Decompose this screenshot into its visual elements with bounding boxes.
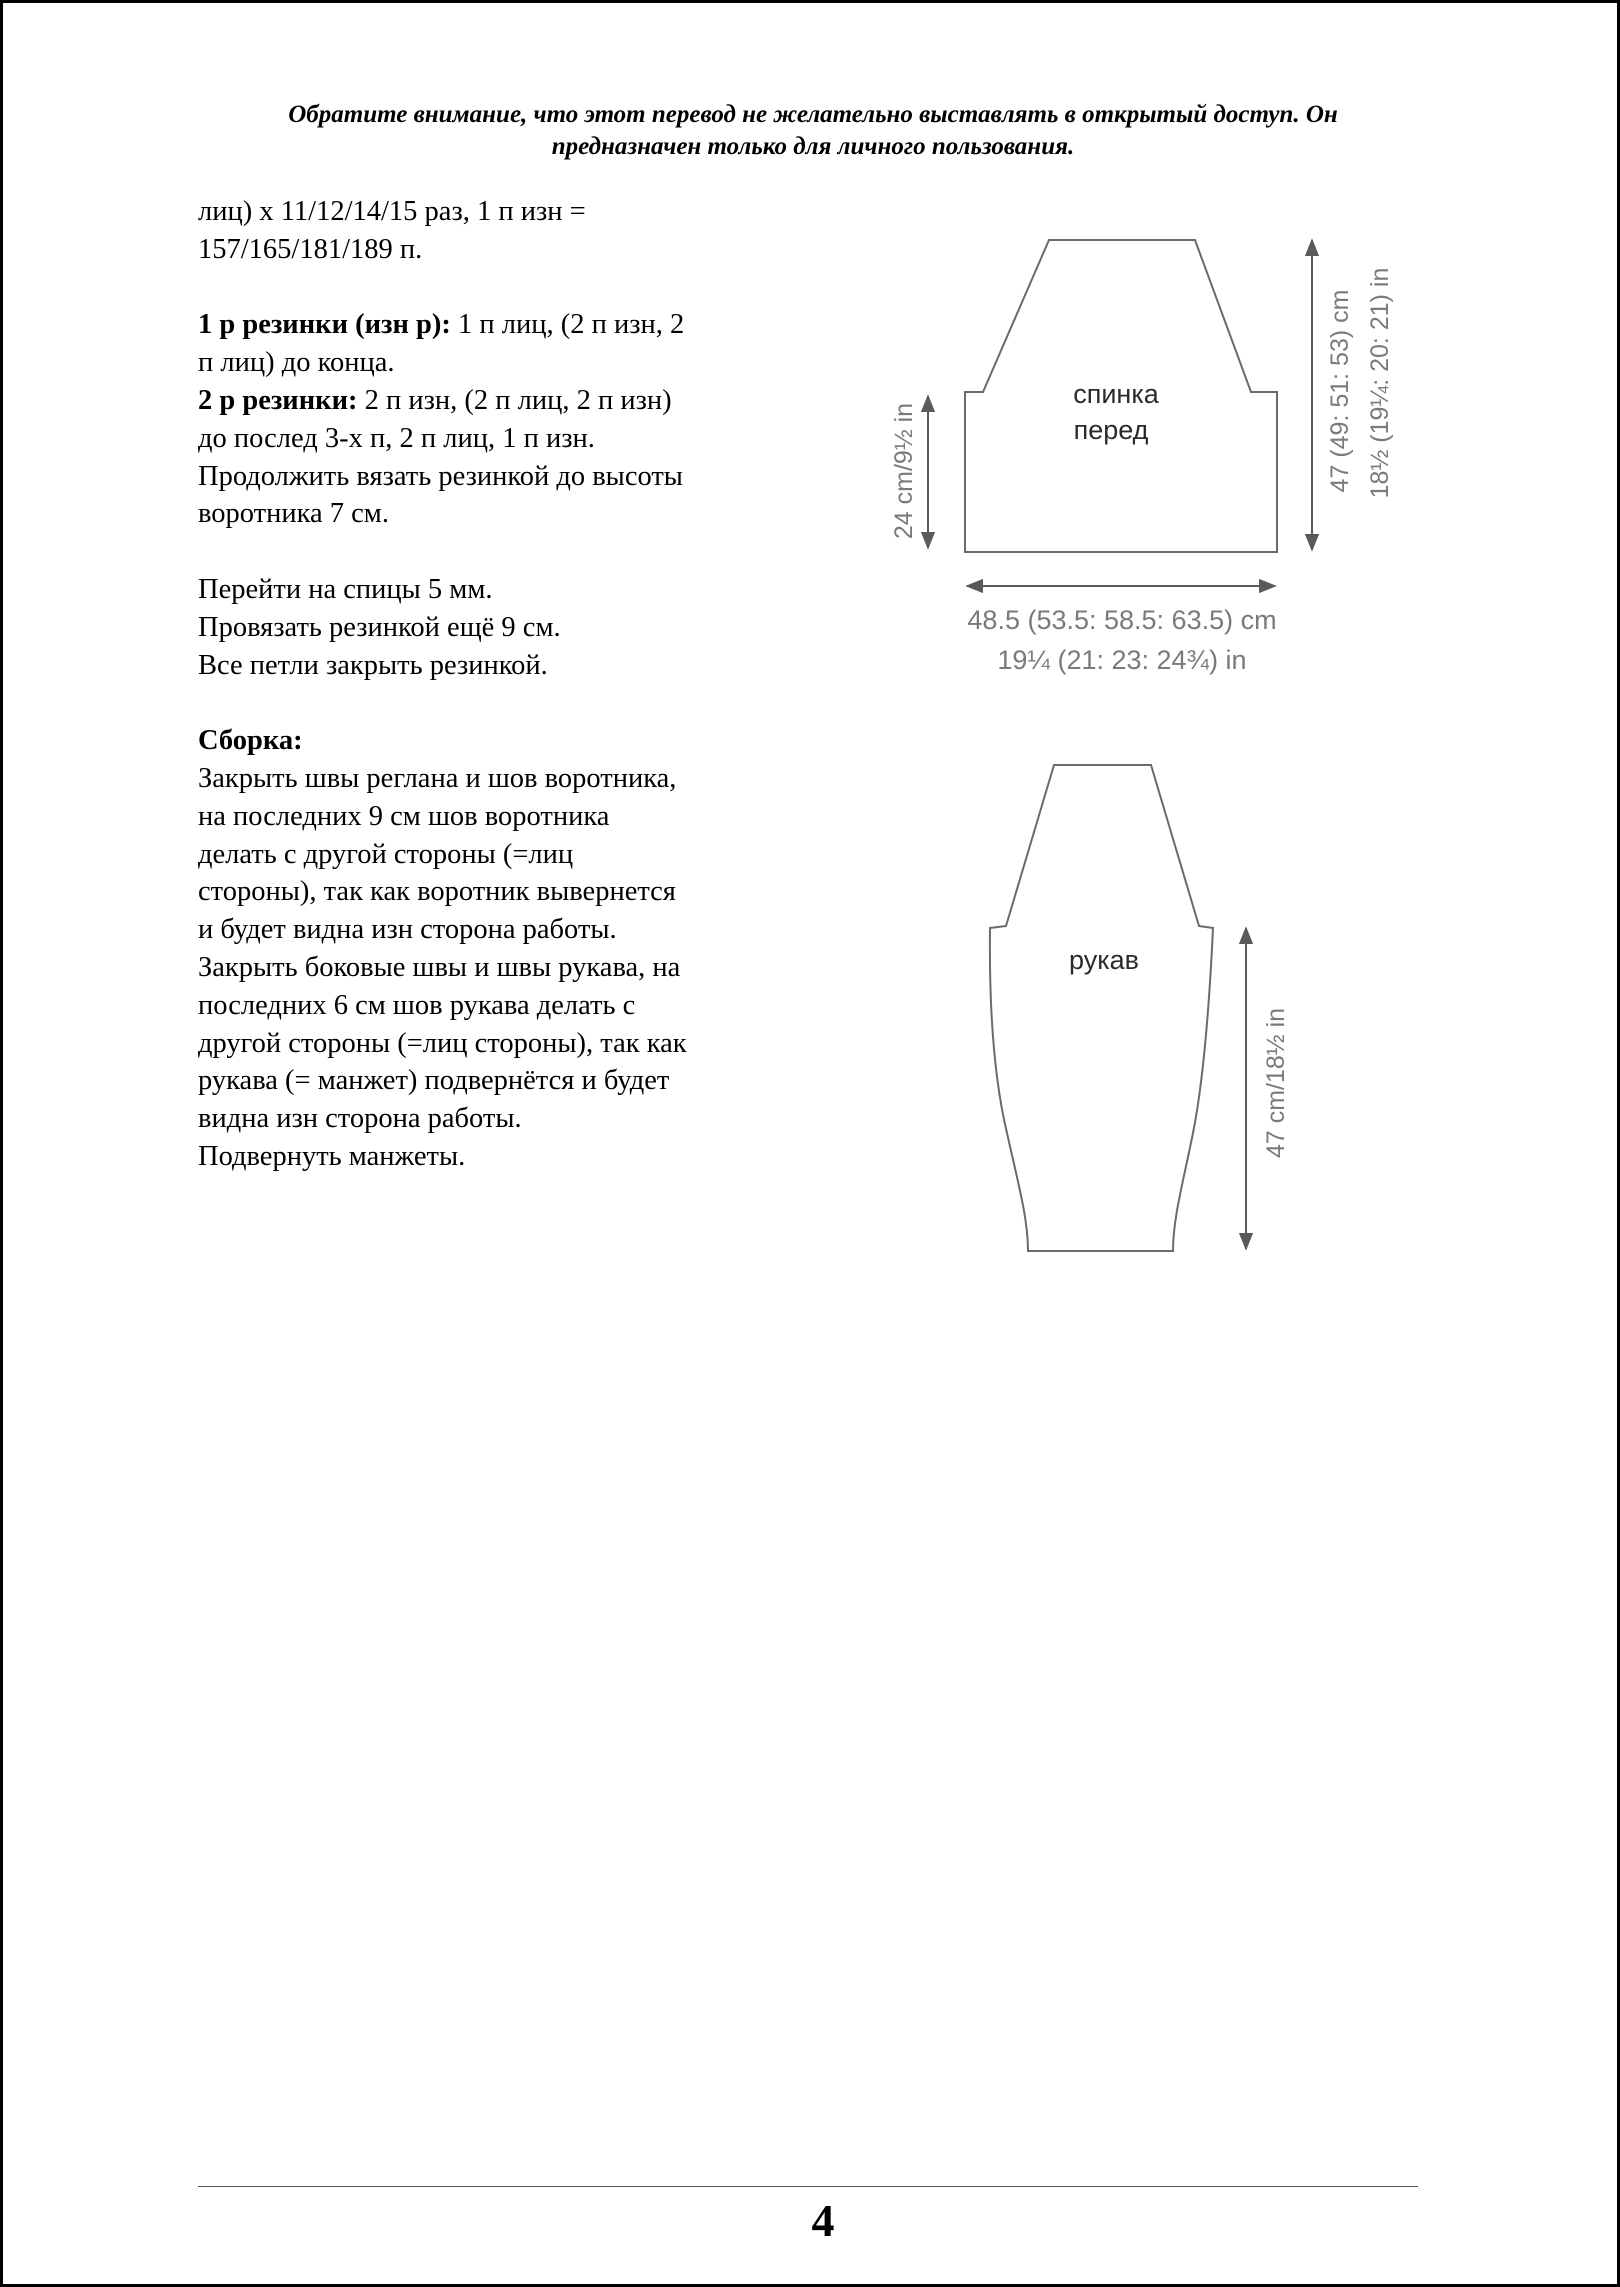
notice-line-2: предназначен только для личного пользования. — [551, 133, 1075, 160]
sleeve-schematic — [963, 743, 1313, 1263]
sleeve-label: рукав — [1069, 945, 1139, 975]
body-schematic — [873, 218, 1413, 688]
rib-row-1: 1 р резинки (изн р): 1 п лиц, (2 п изн, 2 — [198, 309, 685, 341]
right-dimension-cm-label: 47 (49: 51: 53) cm — [1326, 289, 1354, 493]
instructions-text — [198, 193, 778, 1214]
paragraph-assembly: Сборка: Закрыть швы реглана и шов воротника, на последних 9 см шов воротника делать с другой стороны (=лиц стороны), так как воротник вывернется и будет видна изн сторона работы. Закрыть боковые швы и швы рукава, на последних 6 см шов рукава делать с другой стороны (=лиц стороны), так как рукава (= манжет) подвернётся и будет видна изн сторона работы. Подвернуть манжеты. — [198, 722, 778, 1176]
assembly-heading: Сборка: — [198, 725, 303, 757]
notice-line-1: Обратите внимание, что этот перевод не желательно выставлять в открытый доступ. Он — [288, 101, 1338, 128]
sleeve-dimension-label: 47 cm/18½ in — [1262, 1007, 1290, 1159]
body-label-back: спинка — [1073, 379, 1159, 409]
bottom-dimension-in-label: 19¼ (21: 23: 24¾) in — [997, 645, 1247, 675]
sleeve-outline — [990, 765, 1213, 1251]
translation-notice — [153, 99, 1473, 163]
footer-divider — [198, 2186, 1418, 2187]
body-label-front: перед — [1073, 415, 1149, 445]
left-dimension-label: 24 cm/9½ in — [890, 402, 918, 540]
paragraph-rib-rows: 1 р резинки (изн р): 1 п лиц, (2 п изн, 2 п лиц) до конца. 2 р резинки: 2 п изн, (2 п лиц, 2 п изн) до послед 3-х п, 2 п лиц, 1 п изн. Продолжить вязать резинкой до высоты воротника 7 см. — [198, 306, 778, 533]
paragraph-stitch-count: лиц) х 11/12/14/15 раз, 1 п изн = 157/165/181/189 п. — [198, 196, 586, 265]
bottom-dimension-cm-label: 48.5 (53.5: 58.5: 63.5) cm — [967, 605, 1277, 635]
rib-row-2: 2 р резинки: 2 п изн, (2 п лиц, 2 п изн) — [198, 384, 672, 416]
paragraph-needles: Перейти на спицы 5 мм. Провязать резинкой ещё 9 см. Все петли закрыть резинкой. — [198, 573, 561, 681]
right-dimension-in-label: 18½ (19¼: 20: 21) in — [1366, 267, 1394, 499]
page-number: 4 — [811, 2195, 835, 2246]
